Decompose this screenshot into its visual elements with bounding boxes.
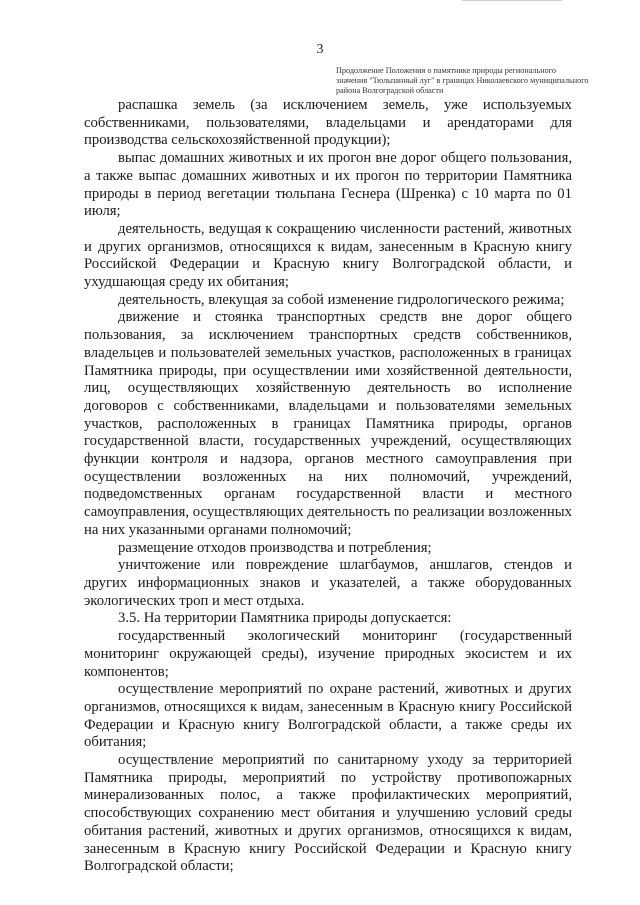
- paragraph: деятельность, ведущая к сокращению численности растений, животных и других организмов, относящихся к видам, занесенным в Красную книгу Российской Федерации и Красную книгу Волгоградской области, и ухудшающая среду их обитания;: [84, 220, 572, 291]
- paragraph: деятельность, влекущая за собой изменение гидрологического режима;: [118, 291, 565, 308]
- paragraph: распашка земель (за исключением земель, уже используемых собственниками, пользователями, владельцами и арендаторами для производства сельскохозяйственной продукции);: [84, 97, 572, 149]
- paragraph: движение и стоянка транспортных средств вне дорог общего пользования, за исключением транспортных средств собственников, владельцев и пользователей земельных участков, расположенных в границах Памятника природы, при осуществлении ими хозяйственной деятельности, лиц, осуществляющих хозяйственную деятельность во исполнение договоров с собственниками, владельцами и пользователями земельных участков, расположенных в границах Памятника природы, органов государственной власти, государственных учреждений, осуществляющих функции контроля и надзора, органов местного самоуправления при осуществлении возложенных на них полномочий, учреждений, подведомственных органам государственной власти и местного самоуправления, осуществляющих деятельность по реализации возложенных на них указанными органами полномочий;: [84, 309, 572, 538]
- document-body: [84, 97, 572, 876]
- header-note-line: значения "Тюльпанный луг" в границах Николаевского муниципального: [336, 76, 589, 85]
- scan-edge-line: [462, 0, 562, 1]
- paragraph: осуществление мероприятий по охране растений, животных и других организмов, относящихся к видам, занесенным в Красную книгу Российской Федерации и Красную книгу Волгоградской области, а также среды их обитания;: [84, 681, 572, 751]
- paragraph: осуществление мероприятий по санитарному уходу за территорией Памятника природы, мероприятий по устройству противопожарных минерализованных полос, а также профилактических мероприятий, способствующих сохранению мест обитания и улучшению условий среды обитания растений, животных и других организмов, относящихся к видам, занесенным в Красную книгу Российской Федерации и Красную книгу Волгоградской области;: [84, 752, 572, 875]
- page-number: 3: [316, 42, 324, 57]
- paragraph: выпас домашних животных и их прогон вне дорог общего пользования, а также выпас домашних животных и их прогон по территории Памятника природы в период вегетации тюльпана Геснера (Шренка) с 10 марта по 01 июля;: [84, 150, 572, 220]
- header-note-line: района Волгоградской области: [336, 86, 444, 95]
- paragraph: размещение отходов производства и потребления;: [118, 539, 432, 556]
- section-heading: 3.5. На территории Памятника природы допускается:: [118, 610, 452, 627]
- paragraph: государственный экологический мониторинг (государственный мониторинг окружающей среды), изучение природных экосистем и их компонентов;: [84, 628, 572, 680]
- header-note: [336, 66, 589, 96]
- paragraph: уничтожение или повреждение шлагбаумов, аншлагов, стендов и других информационных знаков и указателей, а также оборудованных экологических троп и мест отдыха.: [84, 557, 572, 609]
- header-note-line: Продолжение Положения о памятнике природы регионального: [336, 66, 556, 75]
